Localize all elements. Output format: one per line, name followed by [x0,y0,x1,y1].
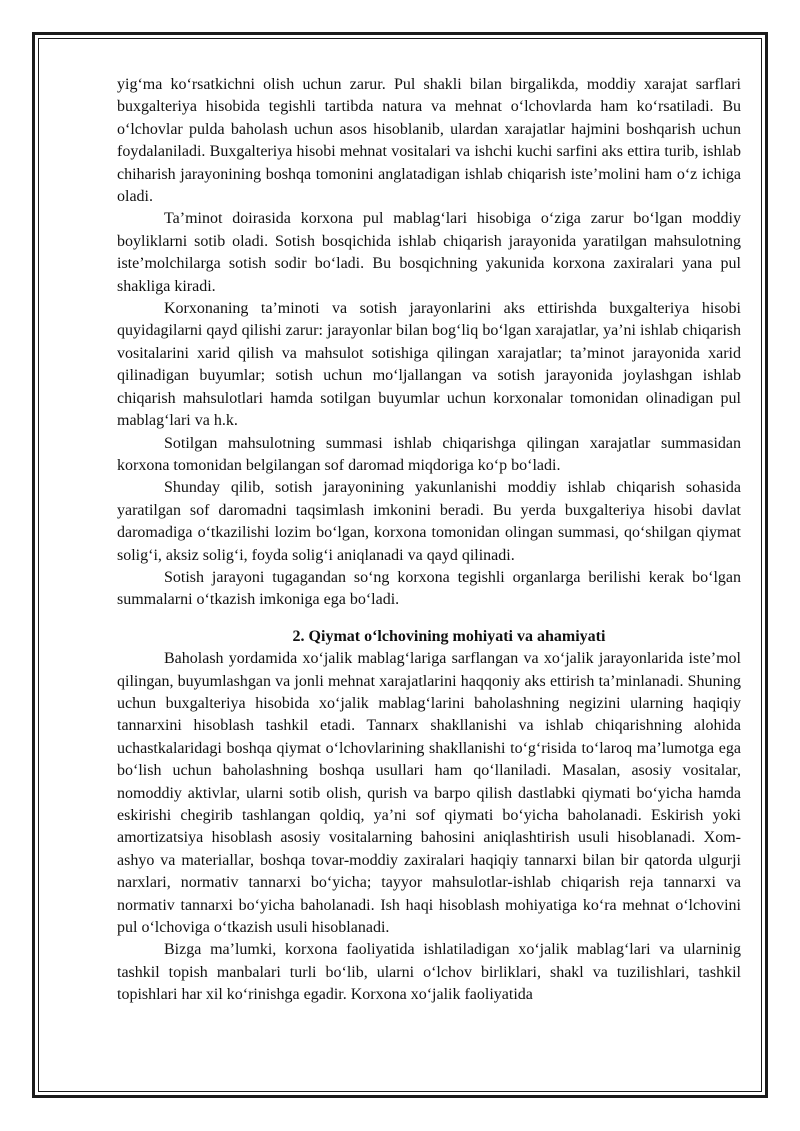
section-heading: 2. Qiymat o‘lchovining mohiyati va ahamiyati [292,627,606,645]
paragraph-resources: Bizga ma’lumki, korxona faoliyatida ishlatiladigan xo‘jalik mablag‘lari va ularninig tashkil topish manbalari turli bo‘lib, ularni o‘lchov birliklari, shakl va tuzilishlari, tashkil topishlari har xil ko‘rinishga egadir. Korxona xo‘jalik faoliyatida [117,941,741,1004]
paragraph-supply: Ta’minot doirasida korxona pul mablag‘lari hisobiga o‘ziga zarur bo‘lgan moddiy boyliklarni sotib oladi. Sotish bosqichida ishlab chiqarish jarayonida yaratilgan mahsulotning iste’molchilarga sotish sodir bo‘ladi. Bu bosqichning yakunida korxona zaxiralari yana pul shakliga kiradi. [117,210,741,295]
paragraph-sales-sum: Sotilgan mahsulotning summasi ishlab chiqarishga qilingan xarajatlar summasidan korxona tomonidan belgilangan sof daromad miqdoriga ko‘p bo‘ladi. [117,434,741,474]
document-body [117,74,741,1007]
paragraph-continued: yig‘ma ko‘rsatkichni olish uchun zarur. Pul shakli bilan birgalikda, moddiy xarajat sarflari buxgalteriya hisobida tegishli tartibda natura va mehnat o‘lchovlarda ham ko‘rsatiladi. Bu o‘lchovlar pulda baholash uchun asos hisoblanib, ulardan xarajatlar hajmini boshqarish uchun foydalaniladi. Buxgalteriya hisobi mehnat vositalari va ishchi kuchi sarfini aks ettira turib, ishlab chiharish jarayonining boshqa tomonini anglatadigan ishlab chiqarish iste’molini ham o‘z ichiga oladi. [117,76,741,206]
paragraph-sales-completion: Sotish jarayoni tugagandan so‘ng korxona tegishli organlarga berilishi kerak bo‘lgan summalarni o‘tkazish imkoniga ega bo‘ladi. [117,568,741,609]
paragraph-valuation: Baholash yordamida xo‘jalik mablag‘lariga sarflangan va xo‘jalik jarayonlarida iste’mol qilingan, buyumlashgan va jonli mehnat xarajatlarini haqqoniy aks ettirish ta’minlanadi. Shuning uchun buxgalteriya hisobida xo‘jalik mablag‘larini baholashning negizini ularning haqiqiy tannarxini hisoblash tashkil etadi. Tannarx shakllanishi va ishlab chiqarishning alohida uchastkalaridagi boshqa qiymat o‘lchovlarining shakllanishi to‘g‘risida to‘laroq ma’lumotga ega bo‘lish uchun baholashning boshqa usullari ham qo‘llaniladi. Masalan, asosiy vositalar, nomoddiy aktivlar, ularni sotib olish, qurish va barpo qilish dastlabki qiymati bo‘yicha hamda eskirishi chegirib tashlangan qoldiq, ya’ni sof qiymati bo‘yicha baholanadi. Eskirish yoki amortizatsiya hisoblash asosiy vositalarning bahosini aniqlashtirish usuli hisoblanadi. Xom-ashyo va materiallar, boshqa tovar-moddiy zaxiralari haqiqiy tannarxi bilan bir qatorda ulgurji narxlari, normativ tannarxi bo‘yicha; tayyor mahsulotlar-ishlab chiqarish reja tannarxi va normativ tannarxi bo‘yicha baholanadi. Ish haqi hisoblash mohiyatiga ko‘ra mehnat o‘lchovini pul o‘lchoviga o‘tkazish usuli hisoblanadi. [117,650,741,937]
paragraph-accounting-records: Korxonaning ta’minoti va sotish jarayonlarini aks ettirishda buxgalteriya hisobi quyidagilarni qayd qilishi zarur: jarayonlar bilan bog‘liq bo‘lgan xarajatlar, ya’ni ishlab chiqarish vositalarini xarid qilish va mahsulot sotishiga qilingan xarajatlar; ta’minot jarayonida xarid qilinadigan buyumlar; sotish uchun mo‘ljallangan va sotish jarayonida joylashgan ishlab chiqarish mahsulotlari hamda sotilgan buyumlar uchun korxonalar tomonidan olinadigan pul mablag‘lari va h.k. [117,300,741,430]
paragraph-net-income: Shunday qilib, sotish jarayonining yakunlanishi moddiy ishlab chiqarish sohasida yaratilgan sof daromadni taqsimlash imkonini beradi. Bu yerda buxgalteriya hisobi davlat daromadiga o‘tkazilishi lozim bo‘lgan, korxona tomonidan olingan summasi, qo‘shilgan qiymat solig‘i, aksiz solig‘i, foyda solig‘i aniqlanadi va qayd qilinadi. [117,479,741,564]
